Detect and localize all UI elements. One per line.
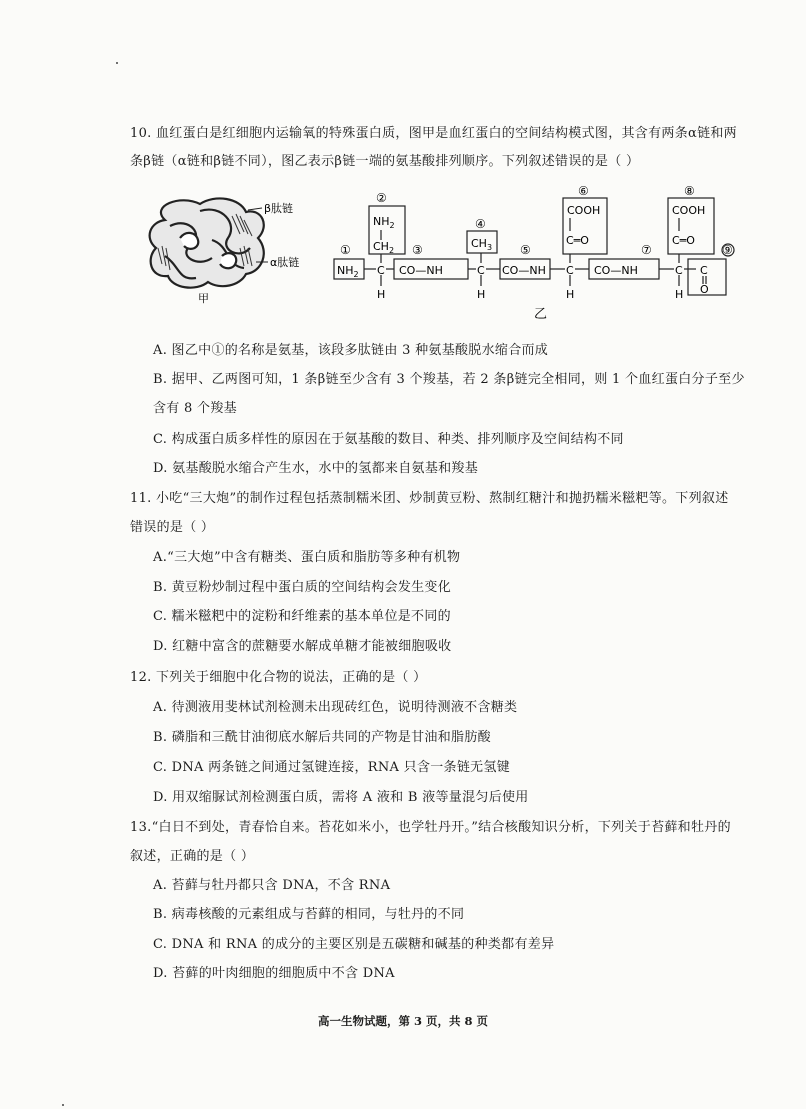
- page-footer: 高一生物试题，第 3 页，共 8 页: [317, 1014, 489, 1028]
- q10-option-a: A. 图乙中①的名称是氨基，该段多肽链由 3 种氨基酸脱水缩合而成: [153, 343, 549, 358]
- c-terminal-o: O: [700, 283, 709, 296]
- scan-speck: [62, 1104, 64, 1106]
- q11-option-a: A.“三大炮”中含有糖类、蛋白质和脂肪等多种有机物: [153, 550, 461, 565]
- q10-stem-line2: 条β链（α链和β链不同），图乙表示β链一端的氨基酸排列顺序。下列叙述错误的是（ ）: [130, 154, 640, 169]
- q12-stem-line1: 12. 下列关于细胞中化合物的说法，正确的是（ ）: [130, 670, 427, 685]
- q10-option-c: C. 构成蛋白质多样性的原因在于氨基酸的数目、种类、排列顺序及空间结构不同: [153, 432, 624, 447]
- marker-2: ②: [376, 191, 387, 205]
- nh2-terminal: $NH_2$: [337, 264, 359, 279]
- q12-option-c: C. DNA 两条链之间通过氢键连接，RNA 只含一条链无氢键: [153, 760, 511, 775]
- cooh-side-1: COOH: [567, 204, 601, 217]
- q13-option-b: B. 病毒核酸的元素组成与苔藓的相同，与牡丹的不同: [153, 907, 465, 922]
- figure-yi-caption: 乙: [534, 307, 548, 322]
- beta-chain-label: β肽链: [264, 202, 294, 215]
- h-4: H: [675, 288, 684, 301]
- q12-option-a: A. 待测液用斐林试剂检测未出现砖红色，说明待测液不含糖类: [153, 700, 518, 715]
- figure-jia-caption: 甲: [198, 292, 209, 305]
- c-alpha-2: C: [477, 264, 485, 277]
- marker-5: ⑤: [520, 243, 531, 257]
- q12-option-b: B. 磷脂和三酰甘油彻底水解后共同的产物是甘油和脂肪酸: [153, 730, 491, 745]
- q11-stem-line2: 错误的是（ ）: [130, 520, 215, 535]
- scan-speck: [116, 62, 118, 64]
- beta-chain-pointer: [248, 208, 262, 210]
- q10-stem-line1: 10. 血红蛋白是红细胞内运输氧的特殊蛋白质，图甲是血红蛋白的空间结构模式图，其含有两条α链和两: [130, 126, 737, 141]
- peptide-bond-3: CO—NH: [594, 264, 638, 277]
- q13-option-d: D. 苔藓的叶肉细胞的细胞质中不含 DNA: [153, 966, 395, 981]
- marker-9: ⑨: [722, 243, 733, 257]
- marker-8: ⑧: [684, 186, 695, 198]
- q12-option-d: D. 用双缩脲试剂检测蛋白质，需将 A 液和 B 液等量混匀后使用: [153, 790, 529, 805]
- c-terminal-c: C: [700, 264, 708, 277]
- c-eq-o-side-1: C═O: [566, 234, 589, 247]
- q10-option-b-cont: 含有 8 个羧基: [153, 401, 237, 416]
- c-eq-o-side-2: C═O: [672, 234, 695, 247]
- h-1: H: [377, 288, 386, 301]
- q11-option-b: B. 黄豆粉炒制过程中蛋白质的空间结构会发生变化: [153, 580, 452, 595]
- marker-4: ④: [475, 217, 486, 231]
- q10-option-b: B. 据甲、乙两图可知，1 条β链至少含有 3 个羧基，若 2 条β链完全相同，则 1 个血红蛋白分子至少: [153, 372, 745, 387]
- marker-1: ①: [340, 243, 351, 257]
- q11-option-d: D. 红糖中富含的蔗糖要水解成单糖才能被细胞吸收: [153, 639, 452, 654]
- peptide-bond-1: CO—NH: [399, 264, 443, 277]
- peptide-bond-2: CO—NH: [502, 264, 546, 277]
- c-alpha-4: C: [675, 264, 683, 277]
- q13-stem-line1: 13.“白日不到处，青春恰自来。苔花如米小，也学牡丹开。”结合核酸知识分析，下列关于苔藓和牡丹的: [130, 820, 731, 835]
- marker-6: ⑥: [578, 186, 589, 198]
- q13-option-a: A. 苔藓与牡丹都只含 DNA，不含 RNA: [153, 878, 391, 893]
- q10-option-d: D. 氨基酸脱水缩合产生水，水中的氢都来自氨基和羧基: [153, 461, 479, 476]
- ch3-side: $CH_3$: [471, 237, 493, 252]
- ch2-side: $CH_2$: [373, 240, 395, 255]
- cooh-side-2: COOH: [672, 204, 706, 217]
- q11-option-c: C. 糯米糍粑中的淀粉和纤维素的基本单位是不同的: [153, 609, 451, 624]
- alpha-chain-label: α肽链: [270, 256, 300, 269]
- q10-figure: [0, 186, 806, 326]
- marker-3: ③: [412, 243, 423, 257]
- hemoglobin-structure-image: [150, 198, 264, 287]
- q11-stem-line1: 11. 小吃“三大炮”的制作过程包括蒸制糯米团、炒制黄豆粉、熬制红糖汁和抛扔糯米糍粑等。下列叙述: [130, 491, 729, 506]
- c-alpha-1: C: [377, 264, 385, 277]
- h-3: H: [566, 288, 575, 301]
- nh2-side: $NH_2$: [373, 215, 395, 230]
- q13-option-c: C. DNA 和 RNA 的成分的主要区别是五碳糖和碱基的种类都有差异: [153, 937, 555, 952]
- c-alpha-3: C: [566, 264, 574, 277]
- q13-stem-line2: 叙述，正确的是（ ）: [130, 849, 255, 864]
- marker-7: ⑦: [641, 243, 652, 257]
- h-2: H: [477, 288, 486, 301]
